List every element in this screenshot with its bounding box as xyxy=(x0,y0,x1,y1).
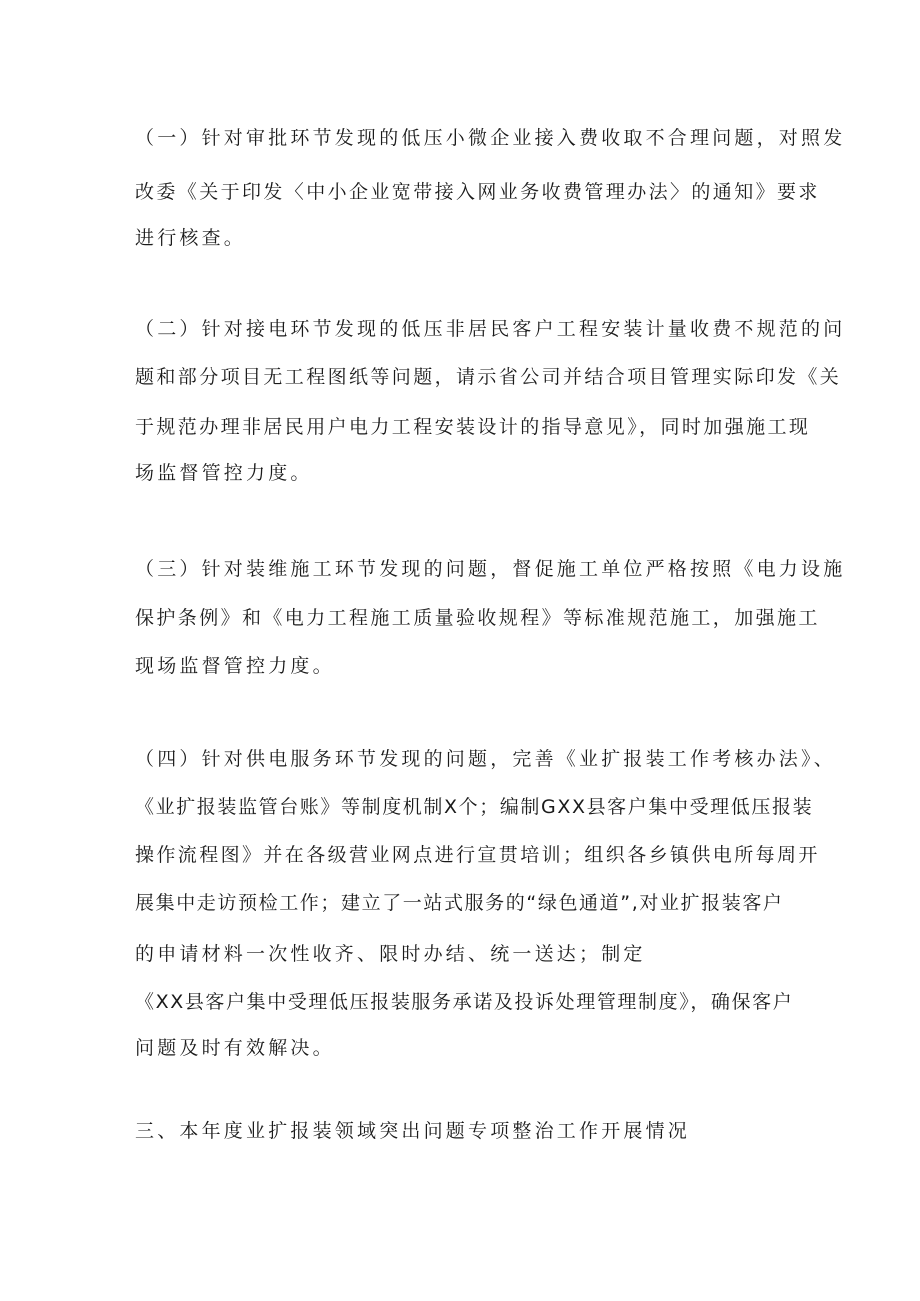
paragraph-line: 展集中走访预检工作；建立了一站式服务的“绿色通道”,对业扩报装客户 xyxy=(135,892,784,914)
paragraph-line: 《业扩报装监管台账》等制度机制X个；编制GXX县客户集中受理低压报装 xyxy=(135,796,814,818)
paragraph-line: （三）针对装维施工环节发现的问题，督促施工单位严格按照《电力设施 xyxy=(135,558,846,580)
paragraph-line: 《XX县客户集中受理低压报装服务承诺及投诉处理管理制度》，确保客户 xyxy=(135,991,794,1013)
paragraph-line: 保护条例》和《电力工程施工质量验收规程》等标准规范施工，加强施工 xyxy=(135,607,820,629)
paragraph-line: 于规范办理非居民用户电力工程安装设计的指导意见》，同时加强施工现 xyxy=(135,416,811,438)
paragraph-line: 场监督管控力度。 xyxy=(135,462,313,484)
paragraph-line: 题和部分项目无工程图纸等问题，请示省公司并结合项目管理实际印发《关 xyxy=(135,366,842,388)
paragraph-line: 问题及时有效解决。 xyxy=(135,1037,335,1059)
paragraph-line: （四）针对供电服务环节发现的问题，完善《业扩报装工作考核办法》、 xyxy=(135,748,836,770)
paragraph-line: 的申请材料一次性收齐、限时办结、统一送达；制定 xyxy=(135,943,646,965)
paragraph-line: 操作流程图》并在各级营业网点进行宣贯培训；组织各乡镇供电所每周开 xyxy=(135,844,820,866)
section-heading: 三、本年度业扩报装领域突出问题专项整治工作开展情况 xyxy=(135,1120,691,1142)
paragraph-line: （二）针对接电环节发现的低压非居民客户工程安装计量收费不规范的问 xyxy=(135,318,846,340)
paragraph-line: 现场监督管控力度。 xyxy=(135,655,335,677)
paragraph-line: （一）针对审批环节发现的低压小微企业接入费收取不合理问题，对照发 xyxy=(135,127,846,149)
paragraph-line: 改委《关于印发〈中小企业宽带接入网业务收费管理办法〉的通知》要求 xyxy=(135,181,820,203)
paragraph-line: 进行核查。 xyxy=(135,227,247,249)
